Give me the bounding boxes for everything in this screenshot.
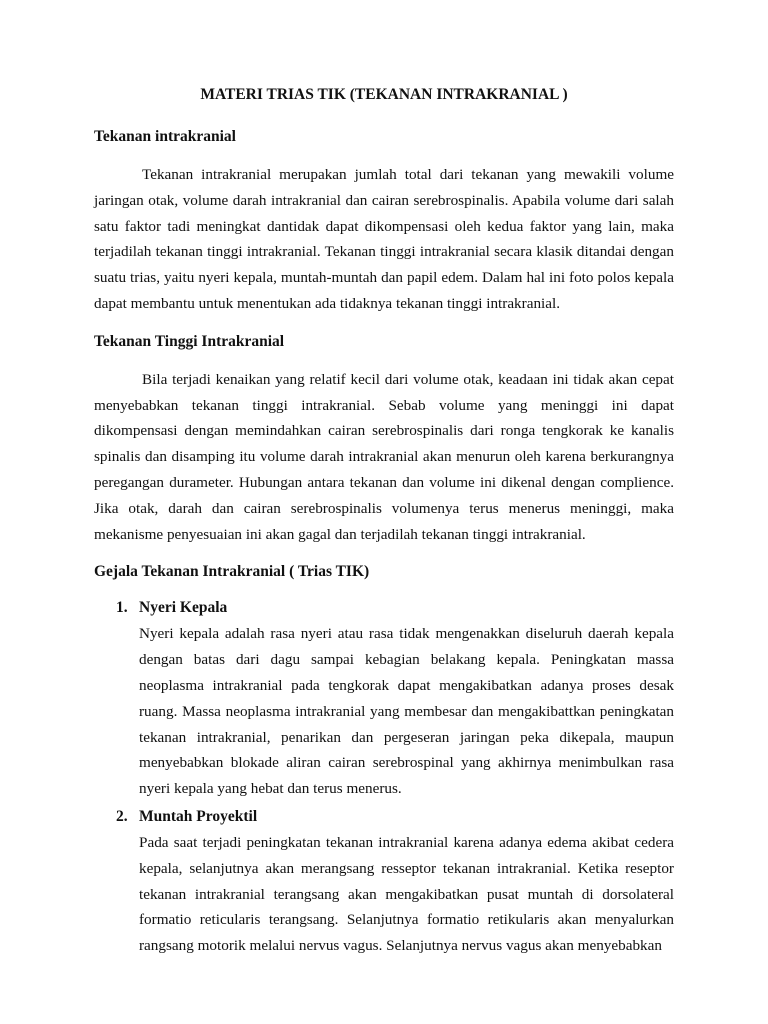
list-item-title: Muntah Proyektil — [139, 807, 258, 825]
section-heading-tekanan-tinggi: Tekanan Tinggi Intrakranial — [94, 332, 285, 350]
list-item-title: Nyeri Kepala — [139, 599, 228, 617]
list-item — [94, 806, 674, 959]
section-paragraph-tekanan-tinggi: Bila terjadi kenaikan yang relatif kecil dari volume otak, keadaan ini tidak akan cepat menyebabkan tekanan tinggi intrakranial. Sebab volume yang meninggi ini dapat dikompensasi dengan memindahkan cairan serebrospinalis dari ronga tengkorak ke kanalis spinalis dan disamping itu volume darah intrakranial akan menurun oleh karena berkurangnya peregangan durameter. Hubungan antara tekanan dan volume ini dikenal dengan complience. Jika otak, darah dan cairan serebrospinalis volumenya terus menerus meninggi, maka mekanisme penyesuaian ini akan gagal dan terjadilah tekanan tinggi intrakranial. — [94, 370, 674, 543]
document-title: MATERI TRIAS TIK (TEKANAN INTRAKRANIAL ) — [200, 86, 568, 103]
list-item-body: Nyeri kepala adalah rasa nyeri atau rasa tidak mengenakkan diseluruh daerah kepala dengan batas dari dagu sampai kebagian belakang kepala. Peningkatan massa neoplasma intrakranial pada tengkorak dapat mengakibatkan adanya proses desak ruang. Massa neoplasma intrakranial yang membesar dan mengakibattkan peningkatan tekanan intrakranial, penarikan dan pergeseran jaringan peka dikepala, maupun menyebabkan blokade aliran cairan serebrospinal yang akhirnya menimbulkan rasa nyeri kepala yang hebat dan terus menerus. — [139, 625, 674, 798]
section-heading-tekanan-intrakranial: Tekanan intrakranial — [94, 128, 236, 145]
list-item — [94, 597, 674, 802]
list-item-body: Pada saat terjadi peningkatan tekanan intrakranial karena adanya edema akibat cedera kepala, selanjutnya akan merangsang resseptor tekanan intrakranial. Ketika reseptor tekanan intrakranial terangsang akan mengakibatkan pusat muntah di dorsolateral formatio reticularis terangsang. Selanjutnya formatio retikularis akan menyalurkan rangsang motorik melalui nervus vagus. Selanjutnya nervus vagus akan menyebabkan — [139, 833, 674, 955]
section-paragraph-tekanan-intrakranial: Tekanan intrakranial merupakan jumlah total dari tekanan yang mewakili volume jaringan otak, volume darah intrakranial dan cairan serebrospinalis. Apabila volume dari salah satu faktor tadi meningkat dantidak dapat dikompensasi oleh kedua faktor yang lain, maka terjadilah tekanan tinggi intrakranial. Tekanan tinggi intrakranial secara klasik ditandai dengan suatu trias, yaitu nyeri kepala, muntah-muntah dan papil edem. Dalam hal ini foto polos kepala dapat membantu untuk menentukan ada tidaknya tekanan tinggi intrakranial. — [94, 166, 674, 312]
list-item-number: 1. — [116, 599, 128, 617]
section-heading-gejala: Gejala Tekanan Intrakranial ( Trias TIK) — [94, 563, 370, 581]
list-item-number: 2. — [116, 807, 128, 825]
symptom-list — [94, 597, 674, 959]
